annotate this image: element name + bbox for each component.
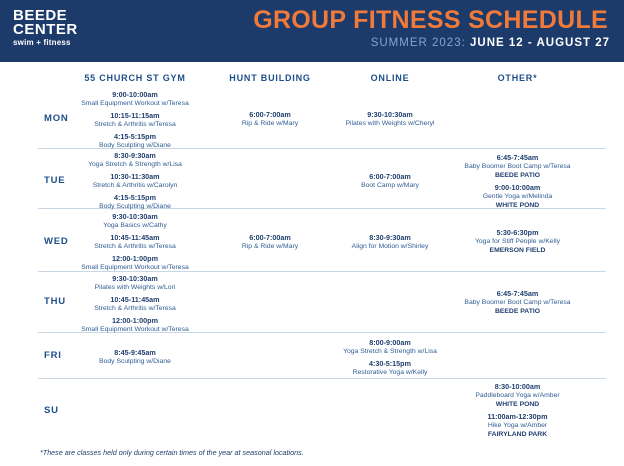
- class-name: Stretch & Arthritis w/Teresa: [94, 305, 176, 312]
- class-time: 12:00-1:00pm: [112, 316, 158, 325]
- column-header-hunt-building: HUNT BUILDING: [229, 73, 311, 83]
- season-dates: JUNE 12 - AUGUST 27: [470, 37, 610, 49]
- season-subtitle: [371, 37, 610, 49]
- season-label: SUMMER 2023:: [370, 37, 466, 49]
- class-name: Pilates with Weights w/Cheryl: [345, 120, 435, 127]
- class-time: 8:30-9:30am: [369, 233, 411, 242]
- class-slot: [330, 338, 450, 356]
- class-time: 4:15-5:15pm: [114, 193, 156, 202]
- class-name: Stretch & Arthritis w/Teresa: [94, 121, 176, 128]
- class-time: 11:00am-12:30pm: [487, 412, 548, 421]
- class-name: Stretch & Arthritis w/Carolyn: [92, 182, 178, 189]
- class-location: WHITE POND: [495, 202, 540, 209]
- cell-thu-other: [455, 289, 580, 319]
- class-time: 9:00-10:00am: [112, 90, 158, 99]
- class-slot: [60, 111, 210, 129]
- class-slot: [455, 382, 580, 409]
- cell-mon-online: [330, 110, 450, 131]
- class-slot: [60, 212, 210, 230]
- class-name: Yoga Stretch & Strength w/Lisa: [88, 161, 182, 168]
- class-time: 9:30-10:30am: [367, 110, 413, 119]
- class-time: 10:30-11:30am: [110, 172, 160, 181]
- class-slot: [60, 274, 210, 292]
- cell-fri-online: [330, 338, 450, 380]
- class-time: 12:00-1:00pm: [112, 254, 158, 263]
- class-time: 9:30-10:30am: [112, 274, 158, 283]
- class-location: WHITE POND: [495, 401, 540, 408]
- cell-mon-hunt: [210, 110, 330, 131]
- beede-center-logo: [13, 9, 78, 48]
- class-slot: [60, 348, 210, 366]
- class-time: 6:00-7:00am: [249, 110, 291, 119]
- day-label-thu: THU: [44, 296, 66, 307]
- class-name: Gentle Yoga w/Melinda: [482, 193, 553, 200]
- class-name: Baby Boomer Boot Camp w/Teresa: [464, 299, 571, 306]
- class-name: Boot Camp w/Mary: [361, 182, 419, 189]
- class-slot: [330, 359, 450, 377]
- class-slot: [60, 254, 210, 272]
- class-slot: [60, 132, 210, 150]
- column-header-online: ONLINE: [370, 73, 410, 83]
- class-time: 9:30-10:30am: [112, 212, 158, 221]
- class-time: 4:30-5:15pm: [369, 359, 411, 368]
- class-time: 8:30-10:00am: [494, 382, 541, 391]
- class-name: Stretch & Arthritis w/Teresa: [94, 243, 176, 250]
- class-name: Restorative Yoga w/Kelly: [352, 369, 428, 376]
- cell-wed-other: [455, 228, 580, 258]
- cell-tue-other: [455, 153, 580, 213]
- class-time: 10:45-11:45am: [110, 233, 160, 242]
- class-time: 10:15-11:15am: [110, 111, 160, 120]
- class-time: 6:45-7:45am: [496, 153, 539, 162]
- logo-line-beede: BEEDE: [13, 7, 68, 24]
- class-slot: [330, 172, 450, 190]
- logo-line-tagline: swim + fitness: [13, 38, 71, 47]
- class-slot: [60, 233, 210, 251]
- cell-tue-online: [330, 172, 450, 193]
- class-name: Paddleboard Yoga w/Amber: [475, 392, 560, 399]
- cell-wed-gym: [60, 212, 210, 275]
- cell-tue-gym: [60, 151, 210, 214]
- class-time: 8:30-9:30am: [114, 151, 156, 160]
- column-header-other: OTHER*: [497, 73, 538, 83]
- class-location: FAIRYLAND PARK: [487, 431, 548, 438]
- class-name: Small Equipment Workout w/Teresa: [81, 100, 189, 107]
- cell-mon-gym: [60, 90, 210, 153]
- page-title: GROUP FITNESS SCHEDULE: [253, 6, 608, 34]
- class-slot: [330, 110, 450, 128]
- cell-thu-gym: [60, 274, 210, 337]
- class-location: BEEDE PATIO: [494, 172, 541, 179]
- class-time: 6:00-7:00am: [369, 172, 411, 181]
- class-name: Rip & Ride w/Mary: [241, 243, 299, 250]
- class-name: Hike Yoga w/Amber: [487, 422, 548, 429]
- class-location: BEEDE PATIO: [494, 308, 541, 315]
- day-label-su: SU: [44, 405, 59, 416]
- class-time: 10:45-11:45am: [110, 295, 160, 304]
- class-name: Yoga for Stiff People w/Kelly: [474, 238, 560, 245]
- class-time: 5:30-6:30pm: [496, 228, 539, 237]
- class-name: Body Sculpting w/Diane: [99, 142, 171, 149]
- class-slot: [210, 233, 330, 251]
- seasonal-footnote: *These are classes held only during certain times of the year at seasonal locations.: [40, 448, 304, 457]
- class-slot: [60, 295, 210, 313]
- cell-wed-hunt: [210, 233, 330, 254]
- class-name: Body Sculpting w/Diane: [99, 358, 171, 365]
- class-slot: [455, 289, 580, 316]
- class-slot: [60, 172, 210, 190]
- cell-wed-online: [330, 233, 450, 254]
- class-time: 8:00-9:00am: [369, 338, 411, 347]
- cell-fri-gym: [60, 348, 210, 369]
- class-slot: [455, 153, 580, 180]
- row-divider: [38, 378, 606, 379]
- day-label-wed: WED: [44, 236, 69, 247]
- class-slot: [455, 183, 580, 210]
- class-name: Align for Motion w/Shirley: [351, 243, 429, 250]
- logo-line-center: CENTER: [13, 21, 78, 38]
- class-time: 4:15-5:15pm: [114, 132, 156, 141]
- class-name: Small Equipment Workout w/Teresa: [81, 326, 189, 333]
- class-name: Pilates with Weights w/Lori: [94, 284, 176, 291]
- class-slot: [210, 110, 330, 128]
- class-slot: [330, 233, 450, 251]
- cell-su-other: [455, 382, 580, 442]
- class-time: 9:00-10:00am: [494, 183, 541, 192]
- class-time: 8:45-9:45am: [114, 348, 156, 357]
- class-name: Yoga Basics w/Cathy: [103, 222, 167, 229]
- class-time: 6:45-7:45am: [496, 289, 539, 298]
- class-slot: [60, 193, 210, 211]
- class-slot: [60, 151, 210, 169]
- class-location: EMERSON FIELD: [489, 247, 546, 254]
- column-header-church-st-gym: 55 CHURCH ST GYM: [84, 73, 186, 83]
- header-banner: [0, 0, 624, 62]
- day-label-fri: FRI: [44, 350, 62, 361]
- day-label-mon: MON: [44, 113, 69, 124]
- class-slot: [60, 90, 210, 108]
- class-slot: [60, 316, 210, 334]
- class-name: Small Equipment Workout w/Teresa: [81, 264, 189, 271]
- class-name: Body Sculpting w/Diane: [99, 203, 171, 210]
- class-slot: [455, 412, 580, 439]
- class-time: 6:00-7:00am: [249, 233, 291, 242]
- class-name: Rip & Ride w/Mary: [241, 120, 299, 127]
- day-label-tue: TUE: [44, 175, 66, 186]
- class-slot: [455, 228, 580, 255]
- class-name: Baby Boomer Boot Camp w/Teresa: [464, 163, 571, 170]
- class-name: Yoga Stretch & Strength w/Lisa: [343, 348, 437, 355]
